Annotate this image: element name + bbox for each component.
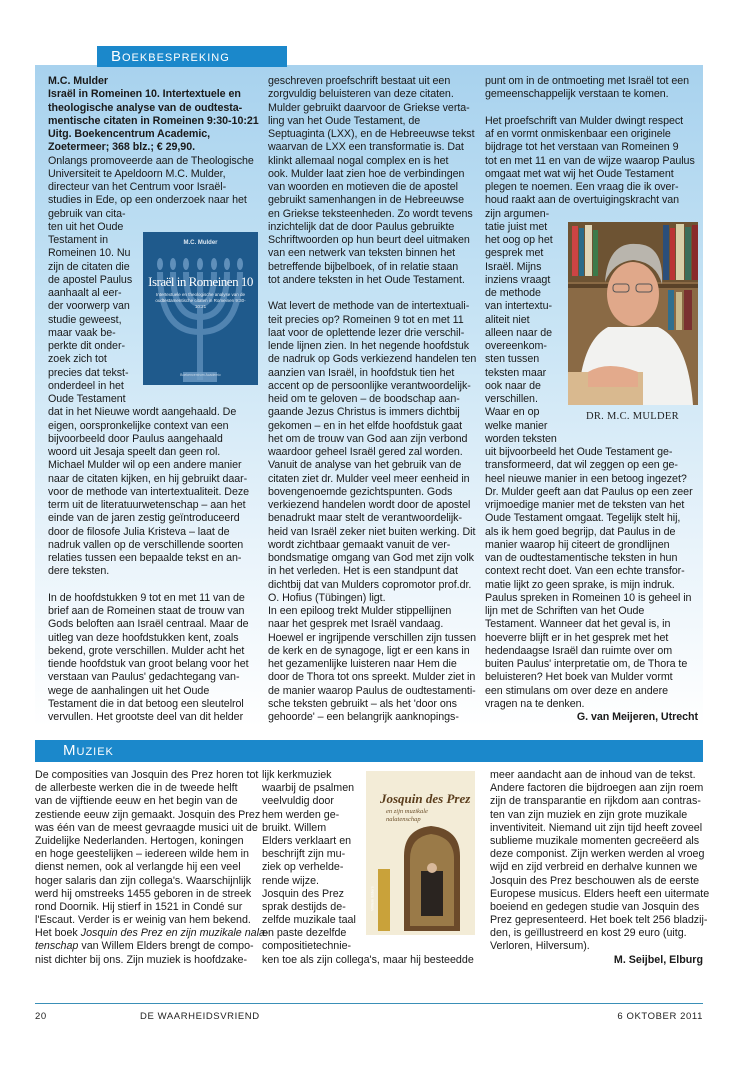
text-line: beschrijft zijn mu-: [262, 848, 346, 861]
text-line: en Griekse teksteenheden. Zo wordt tevens: [268, 207, 473, 220]
text-line: Mulder gebruikt daarvoor de Griekse verta-: [268, 101, 470, 114]
text-line: [35, 940, 253, 953]
photo-caption: DR. M.C. MULDER: [586, 411, 679, 422]
text-line: Uitg. Boekencentrum Academic,: [48, 128, 211, 140]
paragraph-gap: [48, 579, 262, 592]
text-line: ten van zijn muziek en zijn grote muzikale: [490, 808, 688, 821]
text-line: tiende hoofdstuk van groot belang voor het: [48, 658, 249, 670]
text-line: waardoor geheel Israël gered zal worden.: [268, 446, 463, 458]
footer-rule: [35, 1003, 703, 1004]
text-line: boeiend en gedegen studie van Josquin des: [490, 900, 700, 913]
text-line: bijvoorbeeld door Paulus aangehaald: [48, 432, 223, 445]
section-title-boekbespreking: Boekbespreking: [97, 46, 287, 67]
text-line: verkiezend handelen wordt door de apostel: [268, 499, 471, 511]
book-title-italic: tenschap: [35, 940, 79, 953]
text-line: in het verleden. Het is een standpunt dat: [268, 565, 458, 578]
review-column-1: [48, 75, 262, 724]
issue-date: 6 OKTOBER 2011: [617, 1011, 703, 1022]
text-line: worden teksten: [485, 432, 557, 445]
text-line: wege de aanhalingen uit het Oude: [48, 684, 210, 697]
text-line: voor de methode van intertextualiteit. Deze: [48, 485, 250, 498]
text-line: term uit de literatuurwetenschap – aan het: [48, 499, 246, 511]
magazine-name: DE WAARHEIDSVRIEND: [140, 1011, 260, 1022]
text-line: Het proefschrift van Mulder dwingt respect: [485, 114, 684, 127]
text-line: naar de citaten kijken, en hij gebruikt daar-: [48, 472, 248, 485]
text-line: tot andere teksten in het Oude Testament.: [268, 273, 465, 286]
text-line: Gods beloften aan Israël centraal. Maar de: [48, 618, 249, 631]
text-line: Waar en op: [485, 406, 540, 419]
text-line: onderdeel in het: [48, 379, 124, 392]
text-line: Universiteit te Apeldoorn M.C. Mulder,: [48, 167, 226, 180]
text-line: meer aandacht aan de inhoud van de tekst.: [490, 769, 696, 781]
text-line: deze componist. Zijn werken werden al vroeg: [490, 848, 705, 861]
text-line: perkte dit onder-: [48, 340, 125, 352]
text-line: Elders verklaart en: [262, 834, 352, 847]
paragraph-gap: [485, 102, 698, 115]
text-line: manier waarop hij citeert de grondlijnen: [485, 538, 670, 551]
text-line: Oude Testament omgaat. Tegelijk stelt hij,: [485, 512, 681, 525]
music-text: [35, 769, 261, 927]
text-line: der voorwerp van: [48, 300, 130, 313]
review-signature: G. van Meijeren, Utrecht: [576, 711, 698, 723]
text-line: tot en met 11 en van de wijze waarop Paulus: [485, 154, 695, 167]
text-line: beluisteren? Het boek van Mulder vormt: [485, 671, 673, 684]
text-line: rond Doornik. Hij stierf in 1521 in Condé sur: [35, 900, 243, 913]
text-line: eigen, oorspronkelijke context van een: [48, 419, 229, 432]
text-line: waarbij de psalmen: [262, 782, 355, 795]
text-line: Andere factoren die bijdroegen aan zijn roem: [490, 782, 704, 795]
text-line: inzichtelijk dat de door Paulus gebruikte: [268, 220, 455, 233]
text-line: uitleg van deze hoofdstukken kent, zoals: [48, 631, 239, 644]
music-column-3: [490, 769, 710, 967]
text-line: De composities van Josquin des Prez horen tot: [35, 769, 259, 781]
text-line: af en vormt onmiskenbaar een originele: [485, 128, 671, 140]
text-line: welke manier: [485, 419, 548, 432]
text-line: dere teksten.: [48, 565, 110, 578]
text-line: de kerk en de synagoge, ligt er een kans in: [268, 644, 470, 657]
text-line: bekend, grote verschillen. Mulder acht het: [48, 644, 245, 657]
cover-title: Josquin des Prez: [380, 791, 471, 806]
text-line: de apostel Paulus: [48, 273, 133, 286]
text-line: bondsmatige omgang van God met zijn volk: [268, 552, 474, 564]
text-line: door de Thora tot ons spreekt. Mulder ziet in: [268, 671, 476, 684]
text-line: transformeerd, dat wil zeggen op een ge-: [485, 459, 678, 472]
text-line: de manier waarop Paulus de oudtestamenti-: [268, 684, 476, 697]
text-line: veelvuldig door: [262, 795, 334, 808]
text-line: sublieme muzikale momenten gecreëerd als: [490, 834, 700, 847]
text-line: geschreven proefschrift bestaat uit een: [268, 75, 451, 87]
text-line: hoeverre blijft er in het gesprek met het: [485, 631, 669, 644]
text-line: zijn argumen-: [485, 207, 550, 220]
text-line: teksten maar: [485, 366, 547, 379]
text-line: Verloren, Hilversum).: [490, 940, 590, 953]
text-line: waarvan de LXX een transformatie is. Dat: [268, 141, 464, 154]
text-line: Europese musicus. Elders heeft een uitermate: [490, 887, 710, 900]
text-line: inventiviteit. Niemand uit zijn tijd heeft zoveel: [490, 821, 703, 834]
text-line: tatie juist met: [485, 220, 548, 233]
text-line: laat voor de oplettende lezer drie verschil-: [268, 326, 465, 339]
text-line: van woorden en motieven die de apostel: [268, 181, 459, 193]
text-line: uit bijvoorbeeld het Oude Testament ge-: [485, 446, 673, 458]
text-line: een stimulans om over deze en andere: [485, 684, 668, 697]
text-line: directeur van het Centrum voor Israël-: [48, 181, 227, 193]
text-line: maar vaak be-: [48, 326, 116, 339]
text-line: lijk kerkmuziek: [262, 769, 332, 781]
text-line: lijn met de Schriften van het Oude: [485, 605, 645, 617]
text-line: compositietechnie-: [262, 940, 352, 953]
text-line: rende wijze.: [262, 874, 320, 887]
paragraph-gap: [268, 287, 478, 300]
text-line: bijdrage tot het verstaan van Romeinen 9: [485, 141, 679, 154]
book-cover-josquin: [366, 771, 475, 935]
text-line: Israël in Romeinen 10. Intertextuele en: [48, 88, 241, 101]
text-line: gehoorde' – een belangrijk aanknopings-: [268, 711, 459, 723]
page-number: 20: [35, 1011, 47, 1022]
text-line: overeenkom-: [485, 340, 547, 352]
text-line: wordt zichtbaar gemaakt vanuit de ver-: [268, 538, 451, 551]
text-line: werd hij omstreeks 1455 geboren in de streek: [35, 887, 252, 900]
text-line: hoger salaris dan zijn collega's. Waarschijnlijk: [35, 874, 252, 887]
text-line: context recht doet. Van een echte transfor-: [485, 565, 685, 578]
text-line: dichtbij dat van Mulders copromotor prof.dr.: [268, 578, 472, 591]
text-line: het oog op het: [485, 234, 553, 246]
cover-publisher: Boekencentrum Academic: [180, 373, 221, 377]
text-line: Testament in: [48, 234, 108, 246]
text-line: aanzien van Israël, in hoofdstuk tien het: [268, 366, 455, 379]
text-line: ook. Mulder laat zien hoe de verbindingen: [268, 167, 465, 180]
music-column-1: [35, 769, 269, 967]
text-span: Het boek: [35, 927, 81, 940]
text-line: Hoewel er ingrijpende verschillen zijn tussen: [268, 631, 477, 644]
text-line: Michael Mulder wil op een andere manier: [48, 459, 242, 472]
text-line: Israël. Mijns: [485, 260, 542, 273]
text-line: l'Escaut. Verder is er weinig van hem bekend.: [35, 914, 251, 927]
text-line: woord uit Jesaja speelt dan geen rol.: [48, 446, 221, 458]
text-line: vervullen. Het grootste deel van dit helder: [48, 711, 244, 723]
text-line: precies dat tekst-: [48, 366, 129, 379]
music-text: [490, 769, 710, 954]
text-line: Josquin des Prez: [262, 887, 344, 900]
text-line: Schriftwoorden op hun beurt deel uitmaken: [268, 234, 470, 246]
text-line: naar het gesprek met Israël vandaag.: [268, 618, 444, 631]
text-line: alleen naar de: [485, 326, 553, 339]
book-title-italic: Josquin des Prez en zijn muzikale nala-: [80, 927, 269, 940]
text-line: Zuidelijke Nederlanden. Hertogen, koningen: [35, 834, 244, 847]
text-line: verstaan van Paulus' gedachtegang van-: [48, 671, 240, 684]
text-line: zijn de transparantie en rijkdom aan contras-: [490, 795, 701, 808]
text-line: Septuaginta (LXX), en de Hebreeuwse tekst: [268, 128, 475, 140]
text-line: gebruikt samenhangen in de Hebreeuwse: [268, 194, 464, 207]
book-cover-israel-in-romeinen: [143, 232, 258, 385]
text-line: vragen na te denken.: [485, 697, 585, 710]
cover-author: M.C. Mulder: [183, 240, 218, 246]
text-line: heel nieuwe manier in een betoog ingezet?: [485, 472, 687, 485]
text-line: punt om in de ontmoeting met Israël tot een: [485, 75, 690, 87]
text-line: het om de trouw van God aan zijn verbond: [268, 432, 468, 445]
text-line: aanhaalt al eer-: [48, 287, 122, 299]
text-line: sprak destijds de-: [262, 900, 346, 913]
text-line: buiten Paulus' interpretatie om, de Thora te: [485, 658, 688, 670]
text-line: Paulus spreken in Romeinen 10 is geheel in: [485, 591, 692, 604]
music-signature: M. Seijbel, Elburg: [613, 953, 703, 966]
review-column-2: [268, 75, 478, 724]
text-line: wijd en zijd verbreid en derhalve kunnen we: [490, 861, 698, 874]
text-line: van de oudtestamentische teksten in hun: [485, 552, 678, 564]
text-line: ken toe als zijn collega's, maar hij besteedde: [262, 953, 474, 966]
text-line: zoek zich tot: [48, 353, 107, 366]
text-line: Prez gepresenteerd. Het boek telt 256 bladzij-: [490, 914, 708, 927]
text-line: Testament. Wanneer dat het geval is, in: [485, 618, 671, 631]
text-line: ook naar de: [485, 379, 541, 392]
section-title-muziek: Muziek: [35, 740, 703, 762]
text-line: Vanuit de analyse van het gebruik van de: [268, 459, 462, 472]
text-line: Testament die in dat betoog een sleutelrol: [48, 697, 244, 710]
text-line: zelfde muzikale taal: [262, 914, 356, 927]
text-line: benadrukt maar stelt de verantwoordelijk-: [268, 512, 462, 525]
text-line: verschillen.: [485, 393, 538, 405]
text-line: hem werden ge-: [262, 808, 340, 821]
text-line: nist dichter bij ons. Zijn muziek is hoofdzake-: [35, 953, 248, 966]
text-line: citaten ziet dr. Mulder veel meer eenheid in: [268, 472, 470, 485]
text-line: Wat levert de methode van de intertextuali-: [268, 300, 470, 313]
text-line: Romeinen 10. Nu: [48, 247, 131, 260]
text-line: In een epiloog trekt Mulder stippellijnen: [268, 605, 452, 617]
text-line: studie geweest,: [48, 313, 122, 326]
text-line: ten uit het Oude: [48, 220, 124, 233]
text-line: den, is geïllustreerd en kost 29 euro (uitg.: [490, 927, 687, 940]
text-line: sche teksten gebruikt – als het 'door ons: [268, 697, 457, 710]
text-line: betreffende bijbelboek, of in relatie staan: [268, 260, 459, 273]
text-line: gaande Jezus Christus is immers dichtbij: [268, 406, 460, 419]
text-line: inziens vraagt: [485, 273, 551, 286]
text-line: gemeenschappelijk verstaan te komen.: [485, 88, 669, 101]
text-span: van Willem Elders brengt de compo-: [78, 940, 254, 953]
text-line: gebruik van cita-: [48, 207, 126, 220]
text-line: zestiende eeuw zijn gemaakt. Josquin des Prez: [35, 808, 261, 821]
text-line: In de hoofdstukken 9 tot en met 11 van de: [48, 591, 245, 604]
text-line: als ik hem goed begrijp, dat Paulus in de: [485, 525, 676, 538]
text-line: ling van het Oude Testament, de: [268, 114, 421, 127]
text-line: sten tussen: [485, 353, 540, 366]
text-line: plegen te noemen. Een vraag die ik over-: [485, 181, 679, 193]
text-line: lende lijnen zien. In het negende hoofdstuk: [268, 340, 470, 352]
text-line: zorgvuldig beluisteren van deze citaten.: [268, 88, 454, 101]
text-line: de methode: [485, 287, 541, 299]
text-line: ziek op verhelde-: [262, 861, 344, 874]
text-line: studies in Ede, op een onderzoek naar het: [48, 194, 247, 207]
text-line: zijn de citaten die: [48, 260, 130, 273]
text-line: gesprek met: [485, 247, 544, 260]
text-line: aliteit niet: [485, 313, 530, 326]
text-line: [35, 927, 269, 940]
text-line: relaties tussen een bepaalde tekst en an-: [48, 552, 242, 564]
text-line: was één van de meest gevraagde musici uit de: [35, 821, 258, 834]
text-line: nadruk vallen op de verschillende soorten: [48, 538, 244, 551]
text-line: Zoetermeer; 368 blz.; € 29,90.: [48, 141, 196, 154]
text-line: gekomen – en in het elfde hoofdstuk gaat: [268, 419, 463, 432]
text-line: de allerbeste werken die in de tweede helft: [35, 782, 238, 795]
text-line: het gezamenlijke luisteren naar Hem die: [268, 658, 457, 670]
text-line: hedendaagse Israël dan ruimte over om: [485, 644, 673, 657]
text-line: de nadruk op Gods verkiezend handelen ten: [268, 353, 477, 366]
text-line: en paste dezelfde: [262, 927, 347, 940]
text-line: van de vijftiende eeuw en het begin van de: [35, 795, 238, 808]
text-line: M.C. Mulder: [48, 75, 109, 87]
cover-title: Israël in Romeinen 10: [148, 274, 253, 289]
review-text: [268, 75, 478, 724]
text-line: accent op de persoonlijke verantwoordelijk-: [268, 379, 471, 392]
text-line: Oude Testament: [48, 393, 126, 405]
text-line: bruikt. Willem: [262, 821, 327, 834]
text-line: mentische citaten in Romeinen 9:30-10:21: [48, 114, 259, 127]
text-line: houd raakt aan de overtuigingskracht van: [485, 194, 680, 207]
author-photo: [568, 222, 698, 405]
text-line: Dr. Mulder geeft aan dat Paulus op een zeer: [485, 485, 693, 498]
book-heading: [48, 75, 262, 155]
text-line: matie lijkt zo geen sprake, is mijn indruk.: [485, 578, 675, 591]
text-line: O. Hofius (Tübingen) ligt.: [268, 591, 386, 604]
text-line: Onlangs promoveerde aan de Theologische: [48, 154, 254, 167]
text-line: theologische analyse van de oudtesta-: [48, 101, 243, 114]
text-line: bovengenoemde gezichtspunten. Gods: [268, 485, 453, 498]
text-line: vrijmoedige manier met de teksten van het: [485, 499, 685, 511]
portrait-image: [568, 222, 698, 405]
text-line: van een netwerk van teksten binnen het: [268, 247, 456, 260]
text-line: teit precies op? Romeinen 9 tot en met 11: [268, 313, 464, 326]
text-line: dienst nemen, ook al verlangde hij een veel: [35, 861, 241, 874]
text-line: einde van de jaren zestig geïntroduceerd: [48, 512, 240, 525]
text-line: en hoge geestelijken – iedereen wilde hem in: [35, 848, 249, 861]
text-line: Josquin des Prez beschouwen als de eerste: [490, 874, 700, 887]
cover-subtitle: Intertextuele en theologische analyse van de oudtestamentische citaten in Romeinen 9:30-10:21: [155, 292, 246, 309]
text-line: dat in het Nieuwe wordt aangehaald. De: [48, 406, 237, 419]
text-line: heid van Israël zeker niet buiten werking. Dit: [268, 525, 476, 538]
text-line: heid om te geloven – de boodschap aan-: [268, 393, 460, 405]
cover-spine-author: Willem Elders: [369, 886, 375, 911]
text-line: omgaat met wat wij het Oude Testament: [485, 167, 674, 180]
text-line: brief aan de Romeinen staat de trouw van: [48, 605, 245, 617]
text-line: door de filosofe Julia Kristeva – laat de: [48, 525, 230, 538]
text-line: van intertextu-: [485, 300, 552, 313]
text-line: klinkt allemaal nogal complex en is het: [268, 154, 449, 167]
cover-subtitle: en zijn muzikale nalatenschap: [386, 808, 428, 823]
